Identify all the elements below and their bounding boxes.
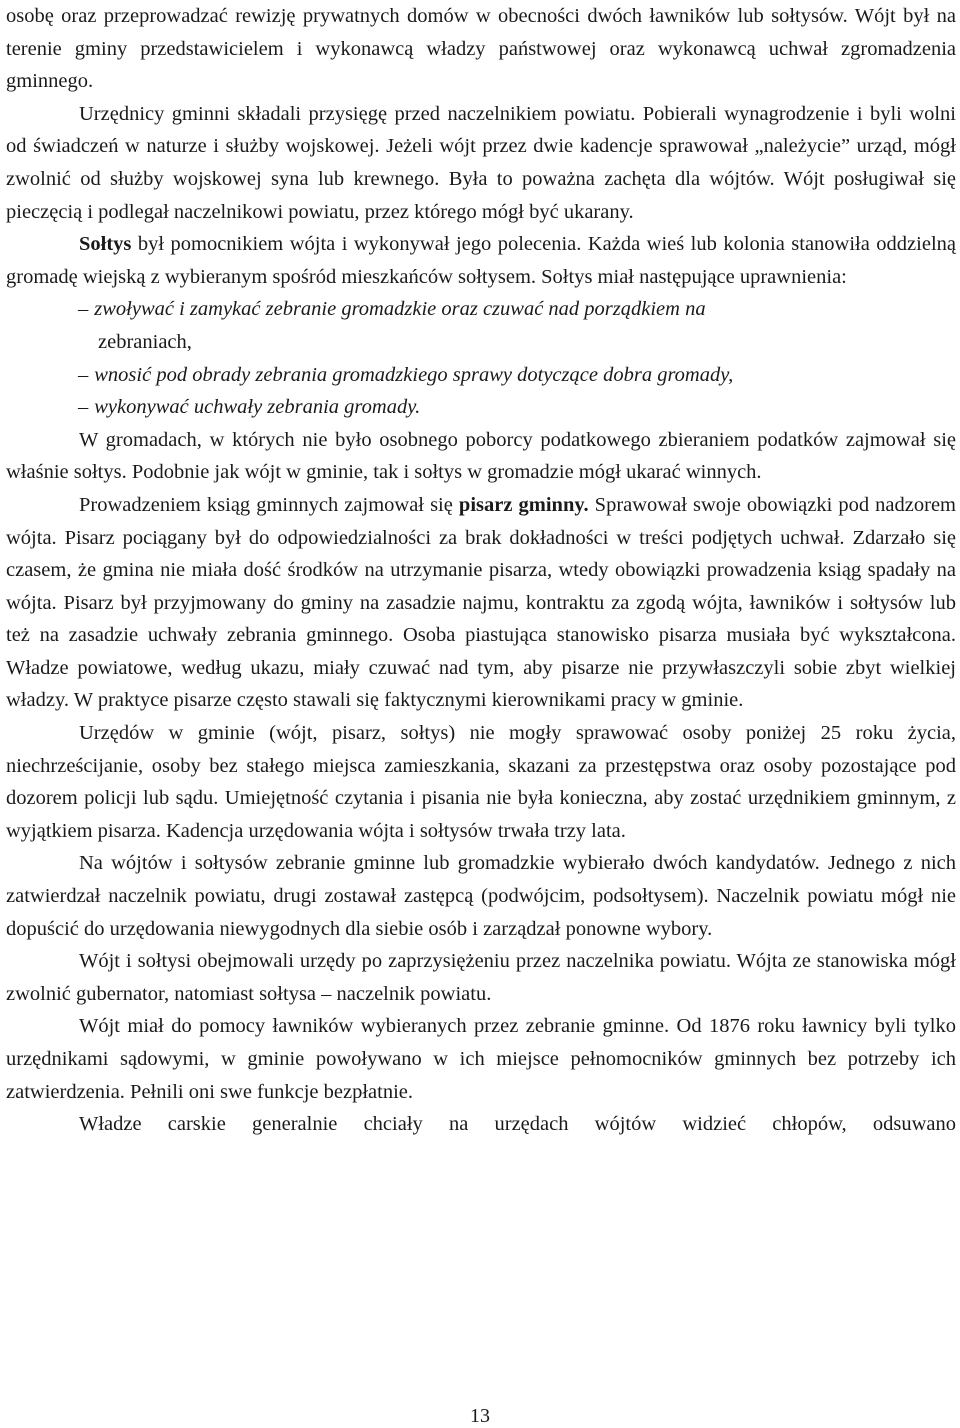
list-item — [6, 293, 956, 358]
list-dash: – — [78, 298, 89, 321]
paragraph-intro: osobę oraz przeprowadzać rewizję prywatnych domów w obecności dwóch ławników lub sołtysów. Wójt był na terenie gminy przedstawicielem i wykonawcą władzy państwowej oraz wykonawcą uchwał zgromadzenia gminnego. — [6, 5, 956, 93]
term-soltys: Sołtys — [79, 233, 132, 256]
paragraph-gromadach: W gromadach, w których nie było osobnego poborcy podatkowego zbieraniem podatków zajmował się właśnie sołtys. Podobnie jak wójt w gminie, tak i sołtys w gromadzie mógł ukarać winnych. — [6, 428, 956, 484]
list-item — [6, 391, 956, 424]
paragraph-lawnicy: Wójt miał do pomocy ławników wybieranych przez zebranie gminne. Od 1876 roku ławnicy byli tylko urzędnikami sądowymi, w gminie powoływano w ich miejsce pełnomocników gminnych bez potrzeby ich zatwierdzenia. Pełnili oni swe funkcje bezpłatnie. — [6, 1015, 956, 1103]
paragraph-soltys-text: był pomocnikiem wójta i wykonywał jego polecenia. Każda wieś lub kolonia stanowiła oddzielną gromadę wiejską z wybieranym spośród mieszkańców sołtysem. Sołtys miał następujące uprawnienia: — [6, 233, 956, 288]
paragraph-pisarz-text: Sprawował swoje obowiązki pod nadzorem wójta. Pisarz pociągany był do odpowiedzialności za brak dokładności w treści podjętych uchwał. Zdarzało się czasem, że gmina nie miała dość środków na utrzymanie pisarza, wtedy obowiązki prowadzenia ksiąg spadały na wójta. Pisarz był przyjmowany do gminy na zasadzie najmu, kontraktu za zgodą wójta, ławników i sołtysów lub też na zasadzie uchwały zebrania gminnego. Osoba piastująca stanowisko pisarza musiała być wykształcona. Władze powiatowe, według ukazu, miały czuwać nad tym, aby pisarze nie przywłaszczyli sobie zbyt wielkiej władzy. W praktyce pisarze często stawali się faktycznymi kierownikami pracy w gminie. — [6, 493, 956, 712]
paragraph-urzednicy: Urzędnicy gminni składali przysięgę przed naczelnikiem powiatu. Pobierali wynagrodzenie i byli wolni od świadczeń w naturze i służby wojskowej. Jeżeli wójt przez dwie kadencje sprawował „należycie” urząd, mógł zwolnić od służby wojskowej syna lub krewnego. Była to poważna zachęta dla wójtów. Wójt posługiwał się pieczęcią i podlegał naczelnikowi powiatu, przez którego mógł być ukarany. — [6, 102, 956, 223]
page-number: 13 — [470, 1405, 490, 1427]
list-dash: – — [78, 363, 89, 386]
paragraph-kandydaci: Na wójtów i sołtysów zebranie gminne lub gromadzkie wybierało dwóch kandydatów. Jednego z nich zatwierdzał naczelnik powiatu, drugi zostawał zastępcą (podwójcim, podsołtysem). Naczelnik powiatu mógł nie dopuścić do urzędowania niewygodnych dla siebie osób i zarządzał ponowne wybory. — [6, 852, 956, 940]
paragraph-pisarz-lead: Prowadzeniem ksiąg gminnych zajmował się — [79, 493, 459, 516]
list-item-continuation: zebraniach, — [98, 330, 192, 353]
list-dash: – — [78, 396, 89, 419]
document-page — [6, 0, 956, 1141]
term-pisarz-gminny: pisarz gminny. — [458, 493, 589, 516]
list-item-text: wnosić pod obrady zebrania gromadzkiego sprawy dotyczące dobra gromady, — [94, 363, 734, 386]
paragraph-soltys — [6, 228, 956, 293]
paragraph-urzedow: Urzędów w gminie (wójt, pisarz, sołtys) nie mogły sprawować osoby poniżej 25 roku życia, niechrześcijanie, osoby bez stałego miejsca zamieszkania, skazani za przestępstwa oraz osoby pozostające pod dozorem policji lub sądu. Umiejętność czytania i pisania nie była konieczna, aby zostać urzędnikiem gminnym, z wyjątkiem pisarza. Kadencja urzędowania wójta i sołtysów trwała trzy lata. — [6, 722, 956, 842]
paragraph-pisarz — [6, 489, 956, 717]
list-item-text: zwoływać i zamykać zebranie gromadzkie oraz czuwać nad porządkiem na — [94, 298, 706, 321]
soltys-powers-list — [6, 293, 956, 423]
list-item-text: wykonywać uchwały zebrania gromady. — [94, 396, 421, 419]
paragraph-zaprzysiezenie: Wójt i sołtysi obejmowali urzędy po zaprzysiężeniu przez naczelnika powiatu. Wójta ze stanowiska mógł zwolnić gubernator, natomiast sołtysa – naczelnik powiatu. — [6, 950, 956, 1005]
paragraph-wladze-carskie: Władze carskie generalnie chciały na urzędach wójtów widzieć chłopów, odsuwano — [79, 1113, 956, 1136]
list-item — [6, 359, 956, 392]
